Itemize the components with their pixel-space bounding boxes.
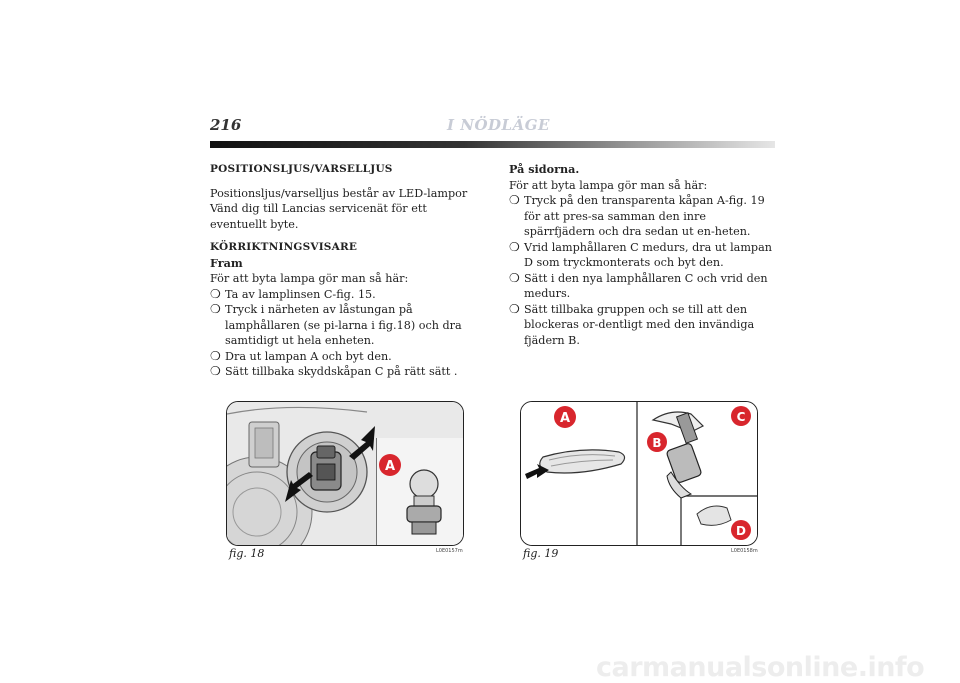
bullet-icon: ❍ bbox=[509, 301, 520, 316]
figure-19-code: L0E0158m bbox=[731, 548, 758, 554]
heading-direction-indicators: KÖRRIKTNINGSVISARE bbox=[210, 241, 358, 253]
bullet-icon: ❍ bbox=[210, 286, 221, 301]
label-a: A bbox=[384, 459, 396, 474]
list-item bbox=[509, 240, 777, 271]
subheading-sides: På sidorna. bbox=[509, 162, 580, 176]
list-item bbox=[210, 302, 482, 349]
figure-18-illustration bbox=[226, 401, 464, 546]
bullet-icon: ❍ bbox=[509, 193, 520, 207]
list-item-text: Vrid lamphållaren C medurs, dra ut lampan D som tryckmonterats och byt den. bbox=[524, 240, 772, 269]
page-number: 216 bbox=[210, 116, 242, 134]
watermark: carmanualsonline.info bbox=[596, 652, 925, 683]
left-column bbox=[210, 162, 482, 380]
label-a: A bbox=[559, 411, 571, 426]
list-item-text: Tryck på den transparenta kåpan A-fig. 19 för att pres-sa samman den inre spärrfjädern och dra sedan ut en-heten. bbox=[524, 194, 765, 238]
list-item-text: Sätt tillbaka skyddskåpan C på rätt sätt . bbox=[225, 365, 458, 378]
paragraph: Positionsljus/varselljus består av LED-lampor bbox=[210, 186, 468, 200]
list-item-text: Dra ut lampan A och byt den. bbox=[225, 349, 392, 363]
figure-18-caption: fig. 18 bbox=[229, 547, 265, 560]
list-item bbox=[509, 302, 777, 349]
list-item bbox=[509, 193, 777, 240]
figure-18-code: L0E0157m bbox=[436, 548, 463, 554]
paragraph: Vänd dig till Lancias servicenät för ett eventuellt byte. bbox=[210, 202, 427, 231]
list-item bbox=[210, 349, 482, 365]
figure-19-illustration bbox=[520, 401, 758, 546]
list-item-text: Sätt tillbaka gruppen och se till att den blockeras or-dentligt med den invändiga fjädern B. bbox=[524, 302, 755, 347]
label-c: C bbox=[736, 410, 746, 424]
label-d: D bbox=[736, 524, 746, 538]
list-item-text: Tryck i närheten av låstungan på lamphållaren (se pi-larna i fig.18) och dra samtidigt ut hela enheten. bbox=[225, 303, 462, 347]
heading-position-lights: POSITIONSLJUS/VARSELLJUS bbox=[210, 163, 393, 175]
subheading-front: Fram bbox=[210, 255, 243, 270]
bullet-icon: ❍ bbox=[210, 302, 221, 316]
label-b: B bbox=[652, 436, 662, 450]
bullet-icon: ❍ bbox=[210, 348, 221, 363]
intro-text: För att byta lampa gör man så här: bbox=[210, 272, 409, 285]
section-title: I NÖDLÄGE bbox=[447, 116, 550, 134]
list-item-text: Ta av lamplinsen C-fig. 15. bbox=[225, 287, 376, 301]
bullet-icon: ❍ bbox=[210, 364, 221, 378]
bullet-icon: ❍ bbox=[509, 270, 520, 285]
figure-19-caption: fig. 19 bbox=[523, 547, 559, 560]
list-item bbox=[509, 271, 777, 302]
header-rule bbox=[210, 141, 775, 148]
list-item bbox=[210, 287, 482, 303]
intro-text: För att byta lampa gör man så här: bbox=[509, 178, 708, 192]
list-item-text: Sätt i den nya lamphållaren C och vrid den medurs. bbox=[524, 271, 768, 300]
right-column bbox=[509, 162, 777, 348]
list-item bbox=[210, 364, 482, 380]
bullet-icon: ❍ bbox=[509, 239, 520, 254]
